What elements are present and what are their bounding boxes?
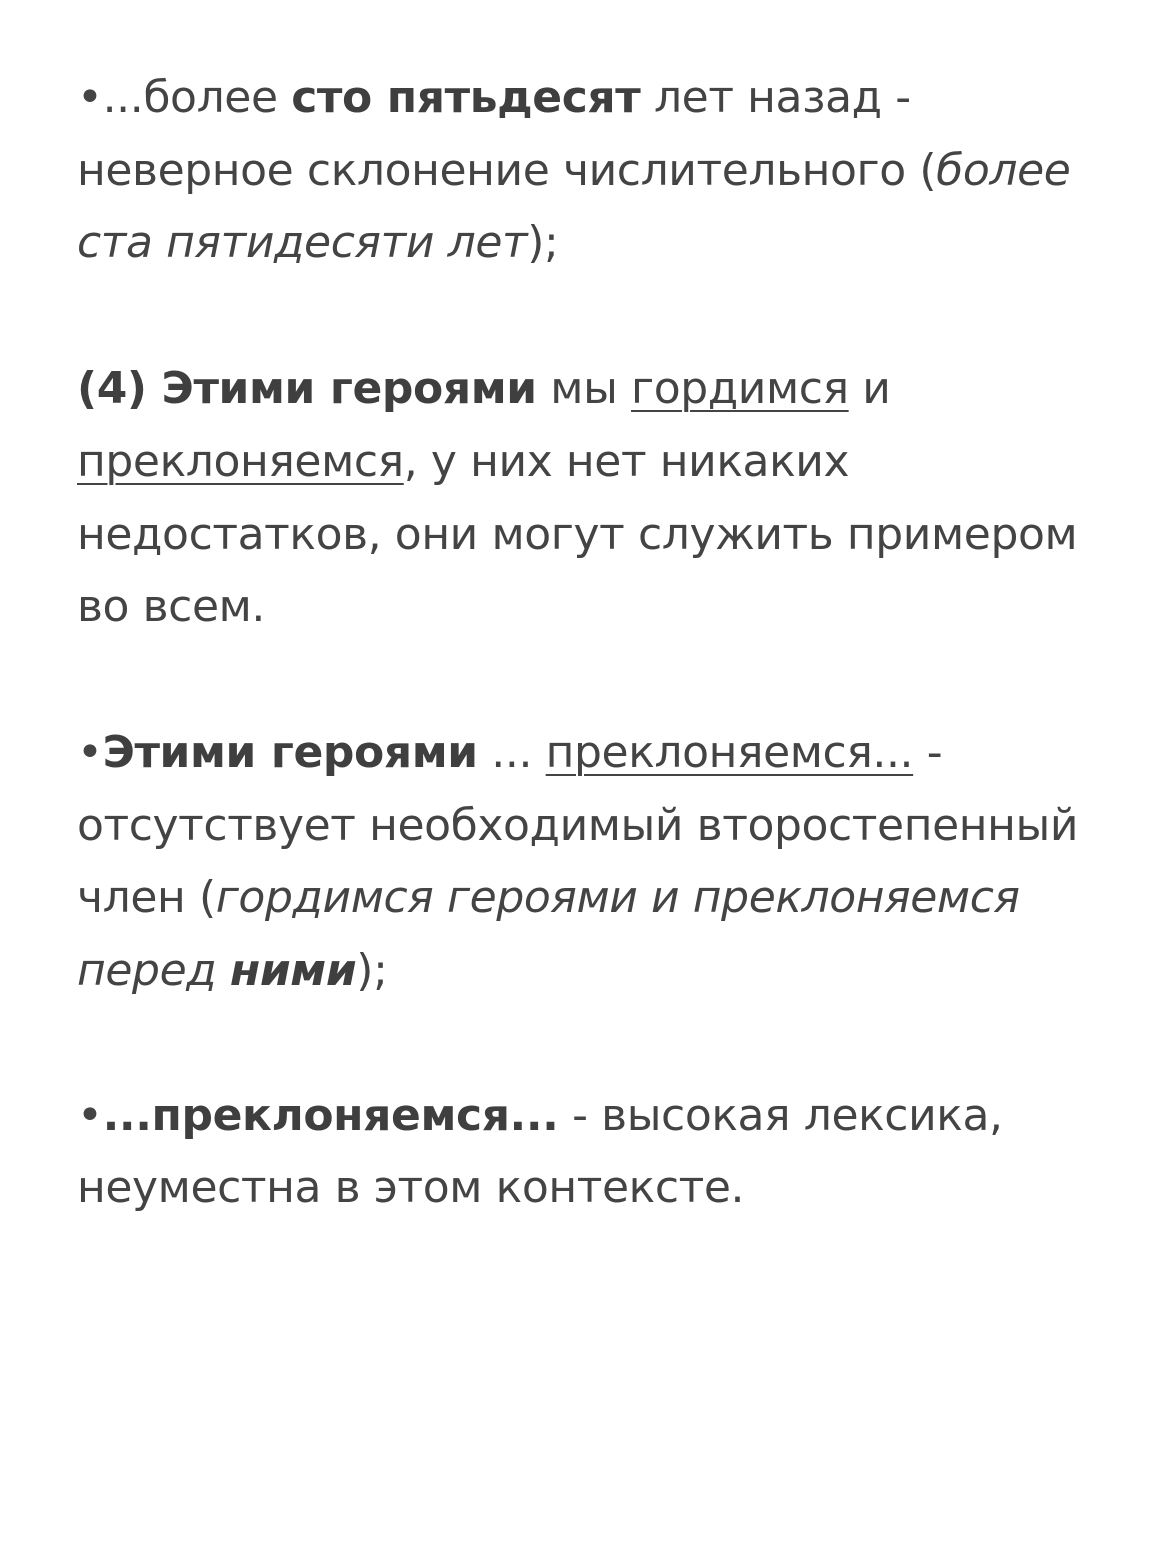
underlined-word: гордимся [631, 363, 849, 415]
underlined-word: преклоняемся... [545, 726, 914, 778]
text-normal: - высокая лексика, неуместна в этом контексте. [77, 1089, 1003, 1214]
highlight-bold: Этими героями [102, 726, 478, 778]
note-150 [77, 62, 1107, 280]
text-normal: ); [527, 217, 559, 269]
highlight-bold: сто пятьдесят [291, 72, 641, 123]
correction-italic: более ста пятидесяти лет [77, 144, 1071, 269]
bullet: • [77, 726, 103, 778]
correction-italic: гордимся героями и преклоняемся перед [77, 872, 1020, 997]
bullet: • [77, 1089, 103, 1141]
text-normal: и [848, 363, 891, 415]
highlight-bold: ...преклоняемся... [102, 1089, 559, 1141]
note-member [77, 717, 1107, 1008]
text-normal: ...более [102, 72, 292, 123]
text-normal: ... [477, 726, 546, 778]
note-lexis [77, 1080, 1107, 1225]
sentence-number-bold: (4) Этими героями [77, 363, 537, 415]
correction-bold-italic: ними [229, 945, 357, 997]
text-normal: - отсутствует необходимый второстепенный член ( [77, 726, 1079, 924]
sentence-4 [77, 353, 1107, 644]
document-body [77, 62, 1107, 1225]
text-normal: мы [536, 363, 632, 415]
text-normal: ); [356, 945, 388, 997]
bullet: • [77, 72, 103, 123]
text-normal: лет назад - неверное склонение числительного ( [77, 72, 937, 196]
underlined-word: преклоняемся [77, 435, 404, 487]
text-normal: , у них нет никаких недостатков, они могут служить примером во всем. [77, 435, 1078, 633]
